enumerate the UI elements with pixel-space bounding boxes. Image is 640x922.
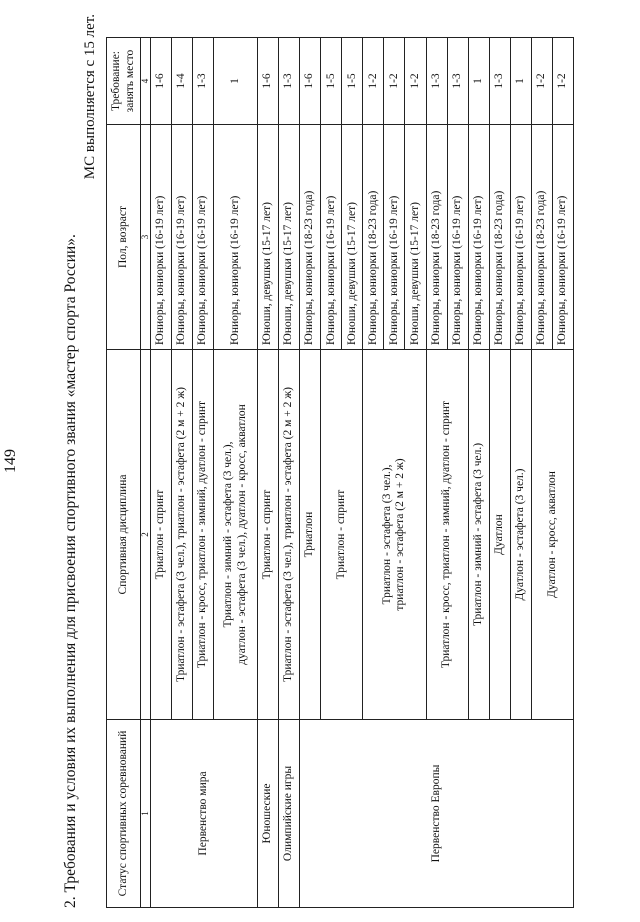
discipline-cell: Дуатлон - кросс, акватлон [531, 350, 573, 720]
place-cell: 1-6 [258, 38, 279, 125]
discipline-cell: Триатлон - зимний - эстафета (3 чел.) [468, 350, 489, 720]
age-cell: Юниоры, юниорки (18-23 года) [531, 125, 552, 350]
age-cell: Юноши, девушки (15-17 лет) [342, 125, 363, 350]
header-place: Требование: занять место [107, 38, 141, 125]
header-discipline: Спортивная дисциплина [107, 350, 141, 720]
discipline-line: Триатлон - зимний - эстафета (3 чел.), [222, 441, 235, 628]
age-cell: Юноши, девушки (15-17 лет) [258, 125, 279, 350]
place-cell: 1-5 [321, 38, 342, 125]
discipline-cell [363, 350, 426, 720]
age-cell: Юниоры, юниорки (16-19 лет) [384, 125, 405, 350]
age-cell: Юноши, девушки (15-17 лет) [279, 125, 300, 350]
age-cell: Юниоры, юниорки (16-19 лет) [172, 125, 193, 350]
col-number: 1 [141, 720, 151, 908]
place-cell: 1-4 [172, 38, 193, 125]
status-cell: Юношеские [258, 720, 279, 908]
header-status: Статус спортивных соревнований [107, 720, 141, 908]
discipline-cell: Триатлон - эстафета (3 чел.), триатлон - эстафета (2 м + 2 ж) [279, 350, 300, 720]
age-cell: Юноши, девушки (15-17 лет) [405, 125, 426, 350]
discipline-line: Триатлон - эстафета (3 чел.), [380, 464, 393, 605]
age-cell: Юниоры, юниорки (18-23 года) [489, 125, 510, 350]
discipline-line: триатлон - эстафета (2 м + 2 ж) [394, 458, 407, 611]
place-cell: 1-3 [447, 38, 468, 125]
col-number: 4 [141, 38, 151, 125]
requirements-table [106, 37, 574, 908]
age-cell: Юниоры, юниорки (18-23 года) [426, 125, 447, 350]
place-cell: 1-2 [531, 38, 552, 125]
place-cell: 1 [214, 38, 258, 125]
table-row [151, 38, 172, 908]
place-cell: 1-3 [489, 38, 510, 125]
place-cell: 1-6 [300, 38, 321, 125]
page-number: 149 [2, 449, 19, 473]
discipline-cell: Триатлон - кросс, триатлон - зимний, дуатлон - спринт [426, 350, 468, 720]
discipline-cell: Дуатлон - эстафета (3 чел.) [510, 350, 531, 720]
place-cell: 1-2 [363, 38, 384, 125]
age-note: МС выполняется с 15 лет. [82, 14, 98, 180]
status-cell: Первенство мира [151, 720, 258, 908]
col-number: 3 [141, 125, 151, 350]
age-cell: Юниоры, юниорки (16-19 лет) [193, 125, 214, 350]
discipline-cell: Дуатлон [489, 350, 510, 720]
place-cell: 1-5 [342, 38, 363, 125]
age-cell: Юниоры, юниорки (16-19 лет) [151, 125, 172, 350]
age-cell: Юниоры, юниорки (16-19 лет) [321, 125, 342, 350]
age-cell: Юниоры, юниорки (16-19 лет) [447, 125, 468, 350]
place-cell: 1-6 [151, 38, 172, 125]
place-cell: 1 [468, 38, 489, 125]
table-row [279, 38, 300, 908]
place-cell: 1-3 [193, 38, 214, 125]
age-cell: Юниоры, юниорки (16-19 лет) [214, 125, 258, 350]
place-cell: 1-2 [405, 38, 426, 125]
discipline-line: дуатлон - эстафета (3 чел.), дуатлон - кросс, акватлон [235, 404, 248, 665]
discipline-cell: Триатлон - кросс, триатлон - зимний, дуатлон - спринт [193, 350, 214, 720]
discipline-cell: Триатлон - спринт [321, 350, 363, 720]
section-heading: 2. Требования и условия их выполнения для присвоения спортивного звания «мастер спорта России». [62, 234, 79, 908]
status-cell: Первенство Европы [300, 720, 574, 908]
place-cell: 1-3 [279, 38, 300, 125]
discipline-cell: Триатлон [300, 350, 321, 720]
place-cell: 1-2 [384, 38, 405, 125]
place-cell: 1-3 [426, 38, 447, 125]
age-cell: Юниоры, юниорки (18-23 года) [363, 125, 384, 350]
discipline-cell: Триатлон - спринт [258, 350, 279, 720]
discipline-cell: Триатлон - спринт [151, 350, 172, 720]
age-cell: Юниоры, юниорки (16-19 лет) [510, 125, 531, 350]
header-age: Пол, возраст [107, 125, 141, 350]
table-row [300, 38, 321, 908]
discipline-cell: Триатлон - эстафета (3 чел.), триатлон - эстафета (2 м + 2 ж) [172, 350, 193, 720]
table-row [258, 38, 279, 908]
age-cell: Юниоры, юниорки (18-23 года) [300, 125, 321, 350]
column-numbers-row [141, 38, 151, 908]
age-cell: Юниоры, юниорки (16-19 лет) [552, 125, 573, 350]
place-cell: 1 [510, 38, 531, 125]
col-number: 2 [141, 350, 151, 720]
place-cell: 1-2 [552, 38, 573, 125]
status-cell: Олимпийские игры [279, 720, 300, 908]
age-cell: Юниоры, юниорки (16-19 лет) [468, 125, 489, 350]
table-header-row [107, 38, 141, 908]
discipline-cell [214, 350, 258, 720]
